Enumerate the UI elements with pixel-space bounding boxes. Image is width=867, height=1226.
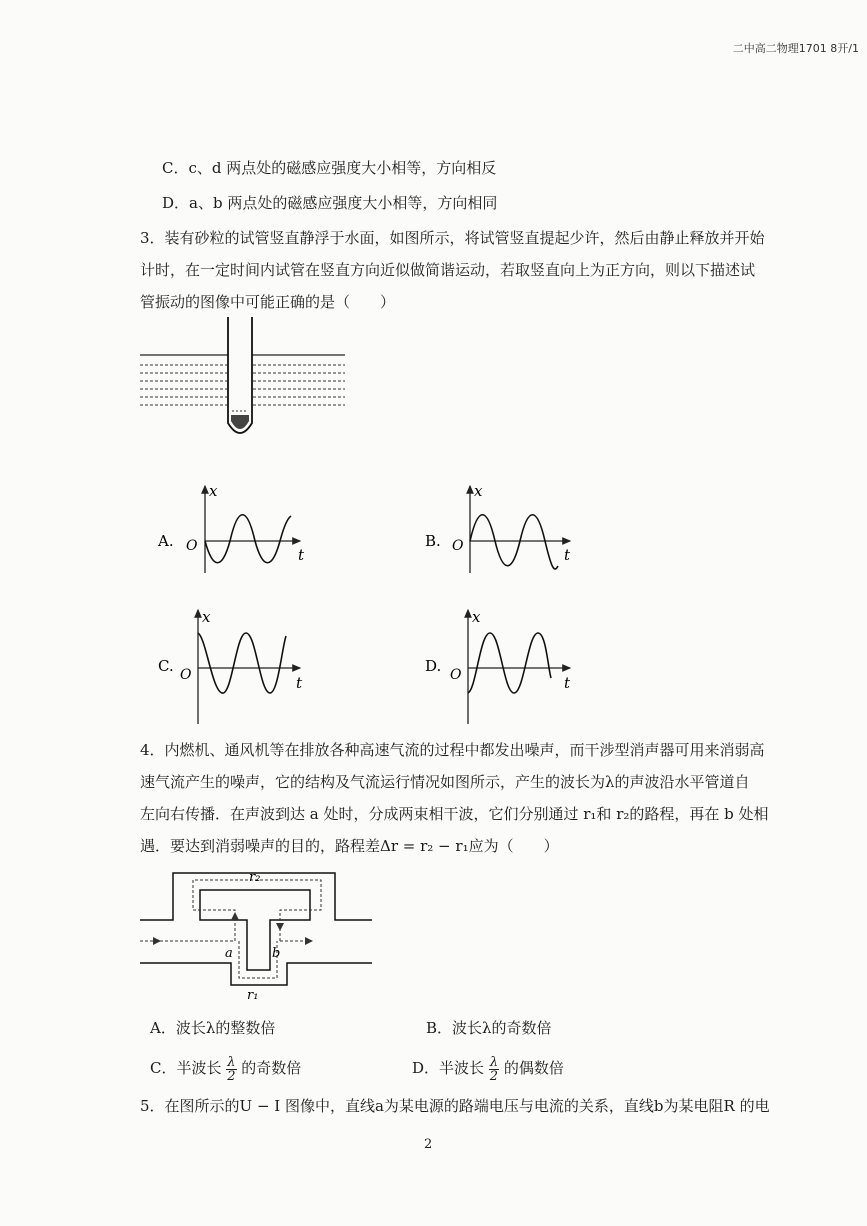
q5-line-1: 5．在图所示的U − I 图像中，直线a为某电源的路端电压与电流的关系，直线b为某电阻R 的电 <box>140 1097 770 1115</box>
q2-option-d: D．a、b 两点处的磁感应强度大小相等，方向相同 <box>162 194 498 212</box>
test-tube-figure <box>135 315 350 445</box>
page-number: 2 <box>424 1137 433 1152</box>
label-r1: r₁ <box>247 988 259 1003</box>
graph-d-x: t <box>564 674 571 692</box>
graph-b-x: t <box>564 546 571 564</box>
label-a: a <box>225 946 233 961</box>
graph-b-y: x <box>474 482 483 500</box>
graph-d-label: D. <box>425 657 442 675</box>
q4-option-b: B．波长λ的奇数倍 <box>426 1019 552 1037</box>
q3-line-2: 计时，在一定时间内试管在竖直方向近似做简谐运动，若取竖直向上为正方向，则以下描述试 <box>140 261 756 279</box>
q4-option-c: C．半波长 $\frac{\lambda}{2}$ 的奇数倍 <box>150 1054 302 1084</box>
graph-c <box>198 610 300 724</box>
graph-d <box>468 610 570 724</box>
q4-line-2: 速气流产生的噪声，它的结构及气流运行情况如图所示，产生的波长为λ的声波沿水平管道自 <box>140 773 750 791</box>
graph-a <box>205 486 300 573</box>
graph-a-x: t <box>298 546 305 564</box>
q3-graphs <box>150 478 590 728</box>
graph-d-y: x <box>472 608 481 626</box>
graph-c-y: x <box>202 608 211 626</box>
label-r2: r₂ <box>249 870 261 885</box>
q4-line-4: 遇．要达到消弱噪声的目的，路程差Δr = r₂ − r₁应为（ ） <box>140 837 559 855</box>
q4-line-1: 4．内燃机、通风机等在排放各种高速气流的过程中都发出噪声，而干涉型消声器可用来消弱高 <box>140 741 765 759</box>
graph-a-y: x <box>209 482 218 500</box>
graph-a-origin: O <box>186 538 198 554</box>
q4-option-a: A．波长λ的整数倍 <box>150 1019 276 1037</box>
q3-line-3: 管振动的图像中可能正确的是（ ） <box>140 293 396 311</box>
graph-b <box>470 486 570 573</box>
graph-d-origin: O <box>450 667 462 683</box>
graph-a-label: A. <box>158 532 174 550</box>
graph-c-x: t <box>296 674 303 692</box>
header-tag: 二中高二物理1701 8开/1 <box>732 42 859 55</box>
q4-option-d: D．半波长 $\frac{\lambda}{2}$ 的偶数倍 <box>412 1054 564 1084</box>
q2-option-c: C．c、d 两点处的磁感应强度大小相等，方向相反 <box>162 159 497 177</box>
graph-b-origin: O <box>452 538 464 554</box>
muffler-diagram <box>135 865 380 1005</box>
q4-line-3: 左向右传播．在声波到达 a 处时，分成两束相干波，它们分别通过 r₁和 r₂的路程，再在 b 处相 <box>140 805 769 823</box>
label-b: b <box>272 946 281 961</box>
graph-c-origin: O <box>180 667 192 683</box>
graph-c-label: C. <box>158 657 174 675</box>
graph-b-label: B. <box>425 532 441 550</box>
q3-line-1: 3．装有砂粒的试管竖直静浮于水面，如图所示，将试管竖直提起少许，然后由静止释放并开始 <box>140 229 765 247</box>
